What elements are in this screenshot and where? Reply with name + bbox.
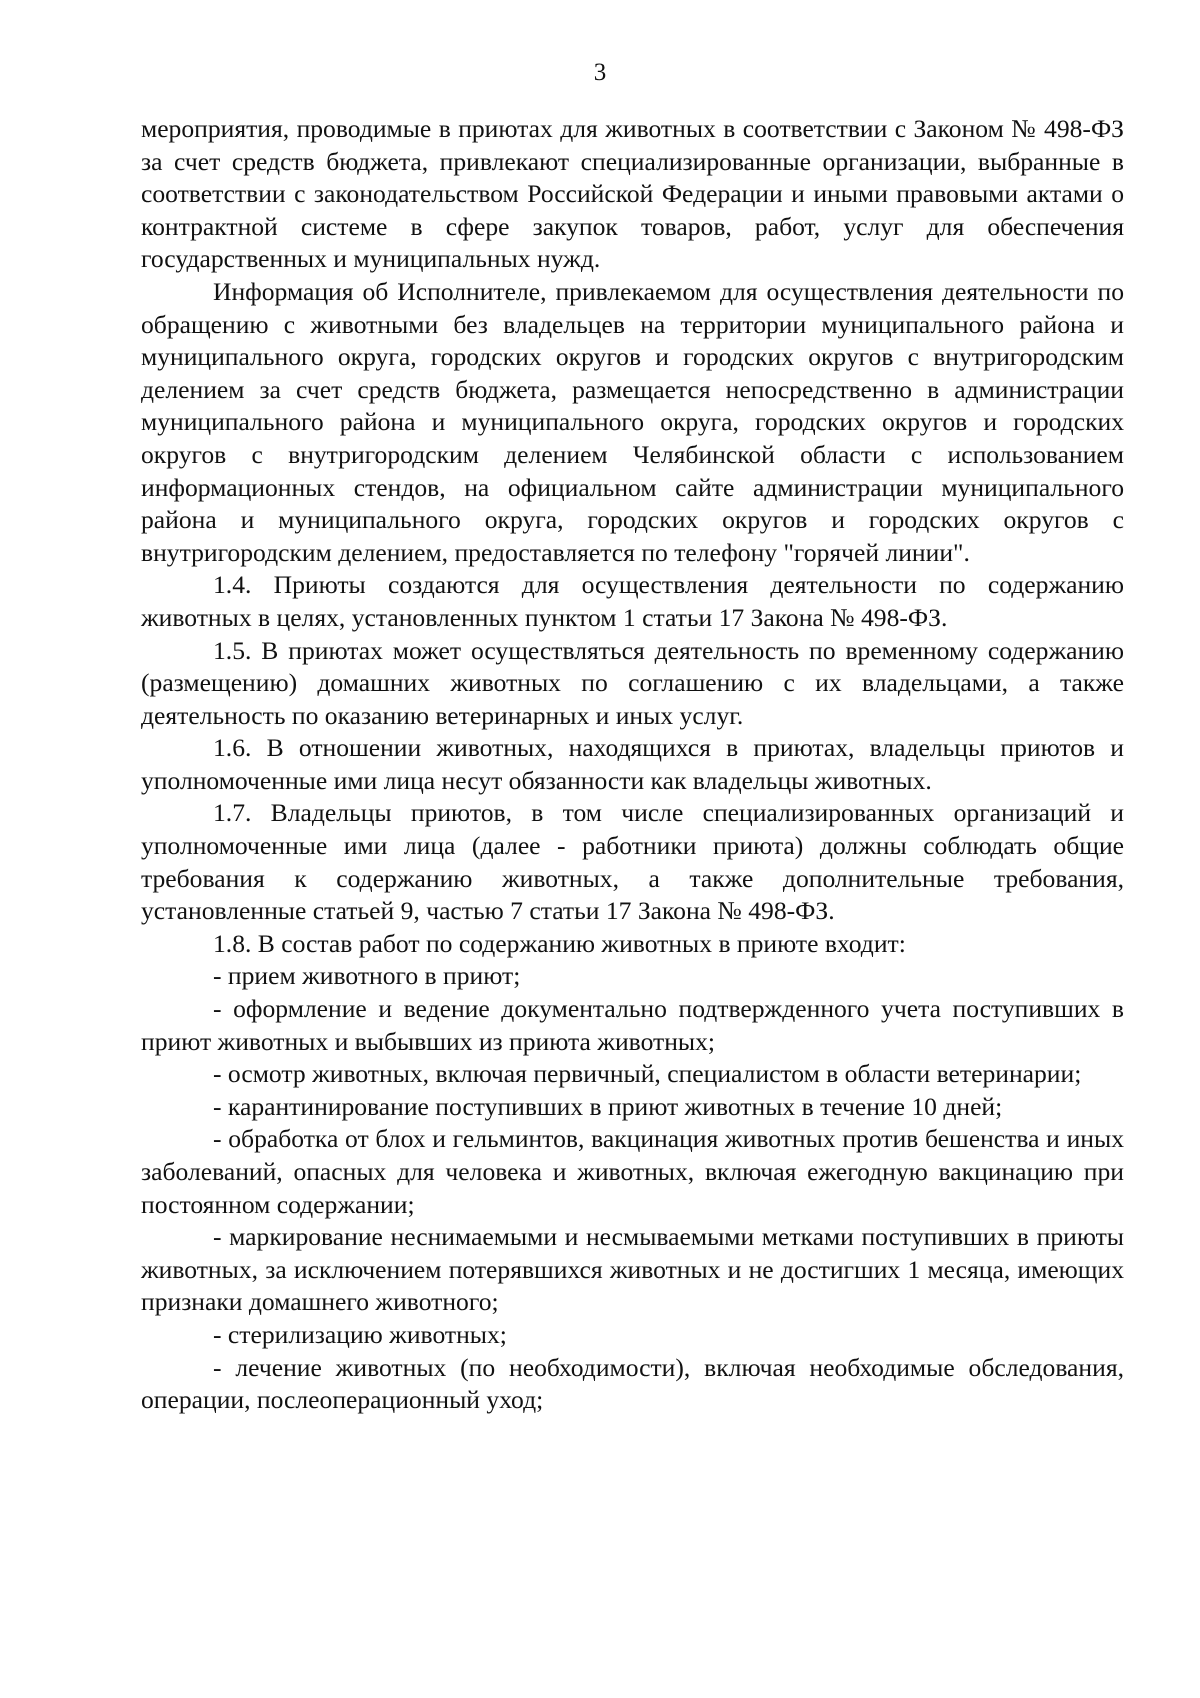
- paragraph-contractor-info: Информация об Исполнителе, привлекаемом для осуществления деятельности по обращению с животными без владельцев на территории муниципального района и муниципального округа, городских округов и городских округов с внутригородским делением за счет средств бюджета, размещается непосредственно в администрации муниципального района и муниципального округа, городских округов и городских округов с внутригородским делением Челябинской области с использованием информационных стендов, на официальном сайте администрации муниципального района и муниципального округа, городских округов и городских округов с внутригородским делением, предоставляется по телефону "горячей линии".: [141, 276, 1124, 567]
- list-item: - карантинирование поступивших в приют животных в течение 10 дней;: [213, 1091, 1003, 1121]
- paragraph-1-7: 1.7. Владельцы приютов, в том числе специализированных организаций и уполномоченные ими лица (далее - работники приюта) должны соблюдать общие требования к содержанию животных, а также дополнительные требования, установленные статьей 9, частью 7 статьи 17 Закона № 498-ФЗ.: [141, 798, 1124, 926]
- list-item: - обработка от блох и гельминтов, вакцинация животных против бешенства и иных заболеваний, опасных для человека и животных, включая ежегодную вакцинацию при постоянном содержании;: [141, 1124, 1124, 1219]
- list-item: - осмотр животных, включая первичный, специалистом в области ветеринарии;: [213, 1059, 1082, 1089]
- list-item: - оформление и ведение документально подтвержденного учета поступивших в приют животных и выбывших из приюта животных;: [141, 994, 1124, 1056]
- paragraph-1-4: 1.4. Приюты создаются для осуществления деятельности по содержанию животных в целях, установленных пунктом 1 статьи 17 Закона № 498-ФЗ.: [141, 570, 1124, 632]
- list-item: - маркирование неснимаемыми и несмываемыми метками поступивших в приюты животных, за исключением потерявшихся животных и не достигших 1 месяца, имеющих признаки домашнего животного;: [141, 1222, 1124, 1317]
- paragraph-continuation: мероприятия, проводимые в приютах для животных в соответствии с Законом № 498-ФЗ за счет средств бюджета, привлекают специализированные организации, выбранные в соответствии с законодательством Российской Федерации и иными правовыми актами о контрактной системе в сфере закупок товаров, работ, услуг для обеспечения государственных и муниципальных нужд.: [141, 114, 1124, 274]
- paragraph-1-6: 1.6. В отношении животных, находящихся в приютах, владельцы приютов и уполномоченные ими лица несут обязанности как владельцы животных.: [141, 733, 1124, 795]
- paragraph-1-8: 1.8. В состав работ по содержанию животных в приюте входит:: [213, 928, 906, 958]
- list-item: - прием животного в приют;: [213, 961, 521, 991]
- list-item: - лечение животных (по необходимости), включая необходимые обследования, операции, послеоперационный уход;: [141, 1352, 1124, 1415]
- page-number: 3: [593, 59, 607, 86]
- document-body: [141, 113, 1124, 1417]
- paragraph-1-5: 1.5. В приютах может осуществляться деятельность по временному содержанию (размещению) домашних животных по соглашению с их владельцами, а также деятельность по оказанию ветеринарных и иных услуг.: [141, 635, 1124, 730]
- list-item: - стерилизацию животных;: [213, 1319, 507, 1349]
